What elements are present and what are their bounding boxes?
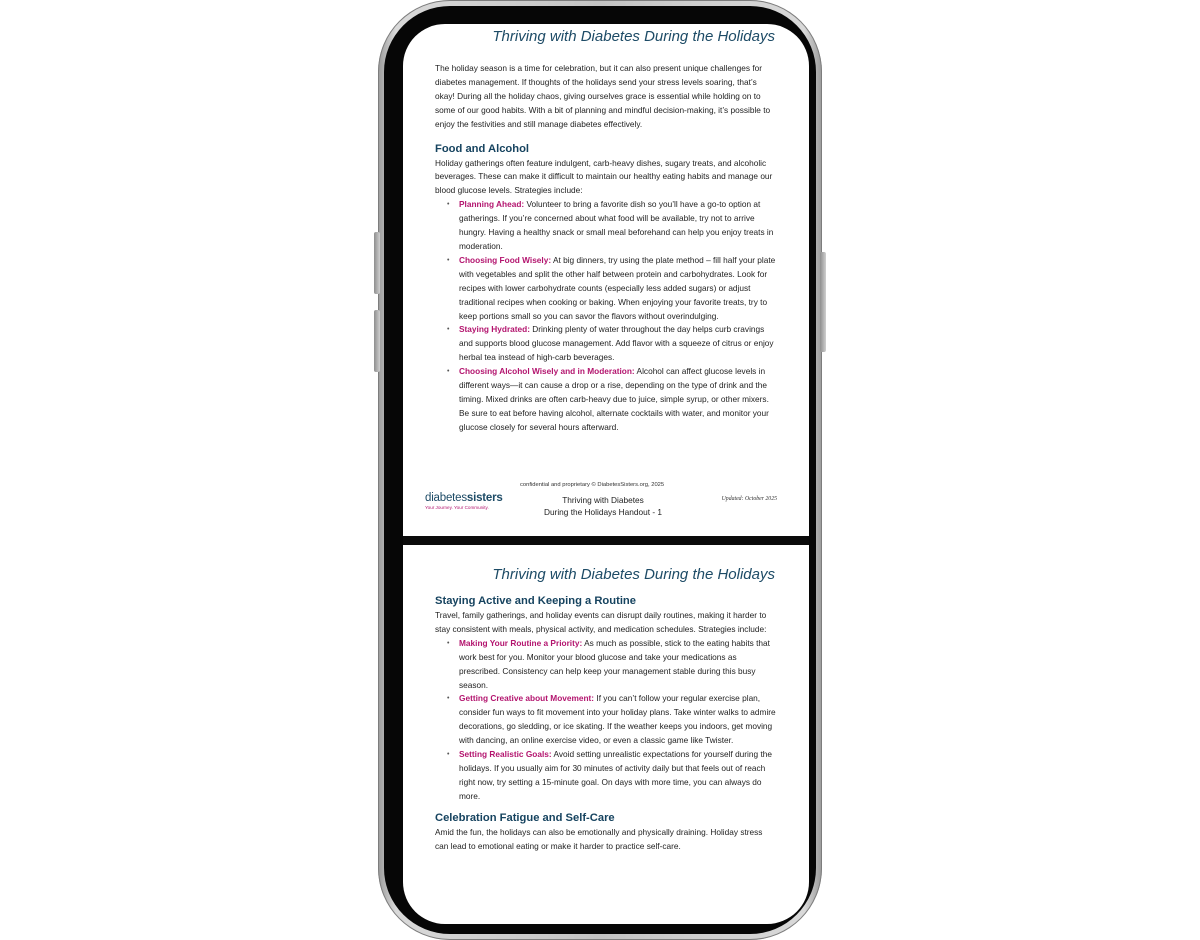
list-item [459, 365, 777, 435]
item-title: Making Your Routine a Priority: [459, 637, 583, 648]
page-1-content [435, 62, 777, 435]
section-heading-food-alcohol: Food and Alcohol [435, 142, 530, 155]
page-footer [403, 478, 809, 528]
handout-line-1: Thriving with Diabetes [562, 495, 644, 505]
document-page-2[interactable] [403, 545, 809, 924]
strategy-list [435, 198, 777, 434]
phone-bezel [384, 6, 816, 934]
phone-frame [378, 0, 822, 940]
list-item [459, 198, 777, 254]
power-button [820, 252, 826, 352]
item-text: Alcohol can affect glucose levels in different ways—it can cause a drop or a rise, depending on the type of drink and the timing. Mixed drinks are often carb-heavy due to juice, simple syrup, or other mixers. Be sure to eat before having alcohol, alternate cocktails with water, and monitor your glucose closely for several hours afterward. [459, 366, 769, 432]
logo-tagline: Your Journey. Your Community. [425, 505, 489, 510]
item-text: At big dinners, try using the plate method – fill half your plate with vegetables and split the other half between protein and carbohydrates. Look for recipes with lower carbohydrate counts (especially less added sugars) or adjust traditional recipes when cooking or baking. When enjoying your favorite treats, try to keep portions small so you can savor the flavors without overindulging. [459, 254, 776, 321]
section-intro: Holiday gatherings often feature indulgent, carb-heavy dishes, sugary treats, and alcoholic beverages. These can make it difficult to maintain our healthy eating habits and manage our blood glucose levels. Strategies include: [435, 157, 773, 196]
item-title: Setting Realistic Goals: [459, 749, 552, 760]
volume-button [374, 310, 380, 372]
document-page-1[interactable] [403, 24, 809, 536]
item-title: Choosing Food Wisely: [459, 254, 552, 265]
phone-screen[interactable] [403, 24, 809, 924]
item-text: Drinking plenty of water throughout the day helps curb cravings and supports blood glucose management. Add flavor with a squeeze of citrus or enjoy herbal tea instead of high-carb beverages. [459, 324, 774, 363]
item-title: Staying Hydrated: [459, 324, 530, 335]
section-heading-celebration-fatigue: Celebration Fatigue and Self-Care [435, 811, 615, 824]
handout-line-2: During the Holidays Handout - 1 [543, 507, 663, 517]
item-text: If you can’t follow your regular exercise plan, consider fun ways to fit movement into your holiday plans. Take winter walks to admire decorations, go sledding, or ice skating. If the weather keeps you indoors, get moving with dancing, an online exercise video, or even a classic game like Twister. [459, 693, 776, 746]
item-title: Planning Ahead: [459, 199, 525, 210]
diabetes-sisters-logo [425, 492, 503, 510]
list-item [459, 637, 777, 693]
handout-name [521, 494, 685, 518]
item-text: Avoid setting unrealistic expectations for yourself during the holidays. If you usually aim for 30 minutes of activity daily but that feels out of reach right now, try setting a 15-minute goal. On days with more time, you can always do more. [459, 749, 772, 801]
intro-paragraph: The holiday season is a time for celebration, but it can also present unique challenges for diabetes management. If thoughts of the holidays send your stress levels soaring, that’s okay! During all the holiday chaos, giving ourselves grace is essential while holding on to some of our good habits. With a bit of planning and mindful decision-making, it’s possible to enjoy the festivities and still manage diabetes effectively. [435, 63, 771, 129]
item-text: As much as possible, stick to the eating habits that work best for you. Monitor your blood glucose and take your medications as prescribed. Consistency can help keep your management stable during this busy season. [459, 637, 770, 690]
list-item [459, 748, 777, 804]
section-intro: Amid the fun, the holidays can also be emotionally and physically draining. Holiday stress can lead to emotional eating or make it harder to practice self-care. [435, 826, 763, 851]
section-heading-active-routine: Staying Active and Keeping a Routine [435, 595, 636, 607]
logo-word-2: sisters [466, 492, 503, 504]
section-intro: Travel, family gatherings, and holiday events can disrupt daily routines, making it harder to stay consistent with meals, physical activity, and medication schedules. Strategies include: [435, 610, 767, 634]
logo-word-1: diabetes [425, 492, 467, 504]
item-text: Volunteer to bring a favorite dish so you’ll have a go-to option at gatherings. If you’re concerned about what food will be available, try not to arrive hungry. Having a healthy snack or small meal beforehand can help you enjoy treats in moderation. [459, 199, 774, 251]
list-item [459, 254, 777, 324]
page-2-content [435, 594, 777, 854]
updated-date: Updated: October 2025 [721, 496, 777, 502]
item-title: Choosing Alcohol Wisely and in Moderation: [459, 366, 635, 377]
document-title: Thriving with Diabetes During the Holidays [492, 566, 775, 583]
strategy-list [435, 637, 777, 804]
confidential-notice: confidential and proprietary © DiabetesSisters.org, 2025 [520, 482, 665, 488]
list-item [459, 323, 777, 365]
list-item [459, 692, 777, 748]
mute-switch [374, 232, 380, 294]
item-title: Getting Creative about Movement: [459, 693, 595, 704]
document-title: Thriving with Diabetes During the Holidays [492, 28, 775, 45]
